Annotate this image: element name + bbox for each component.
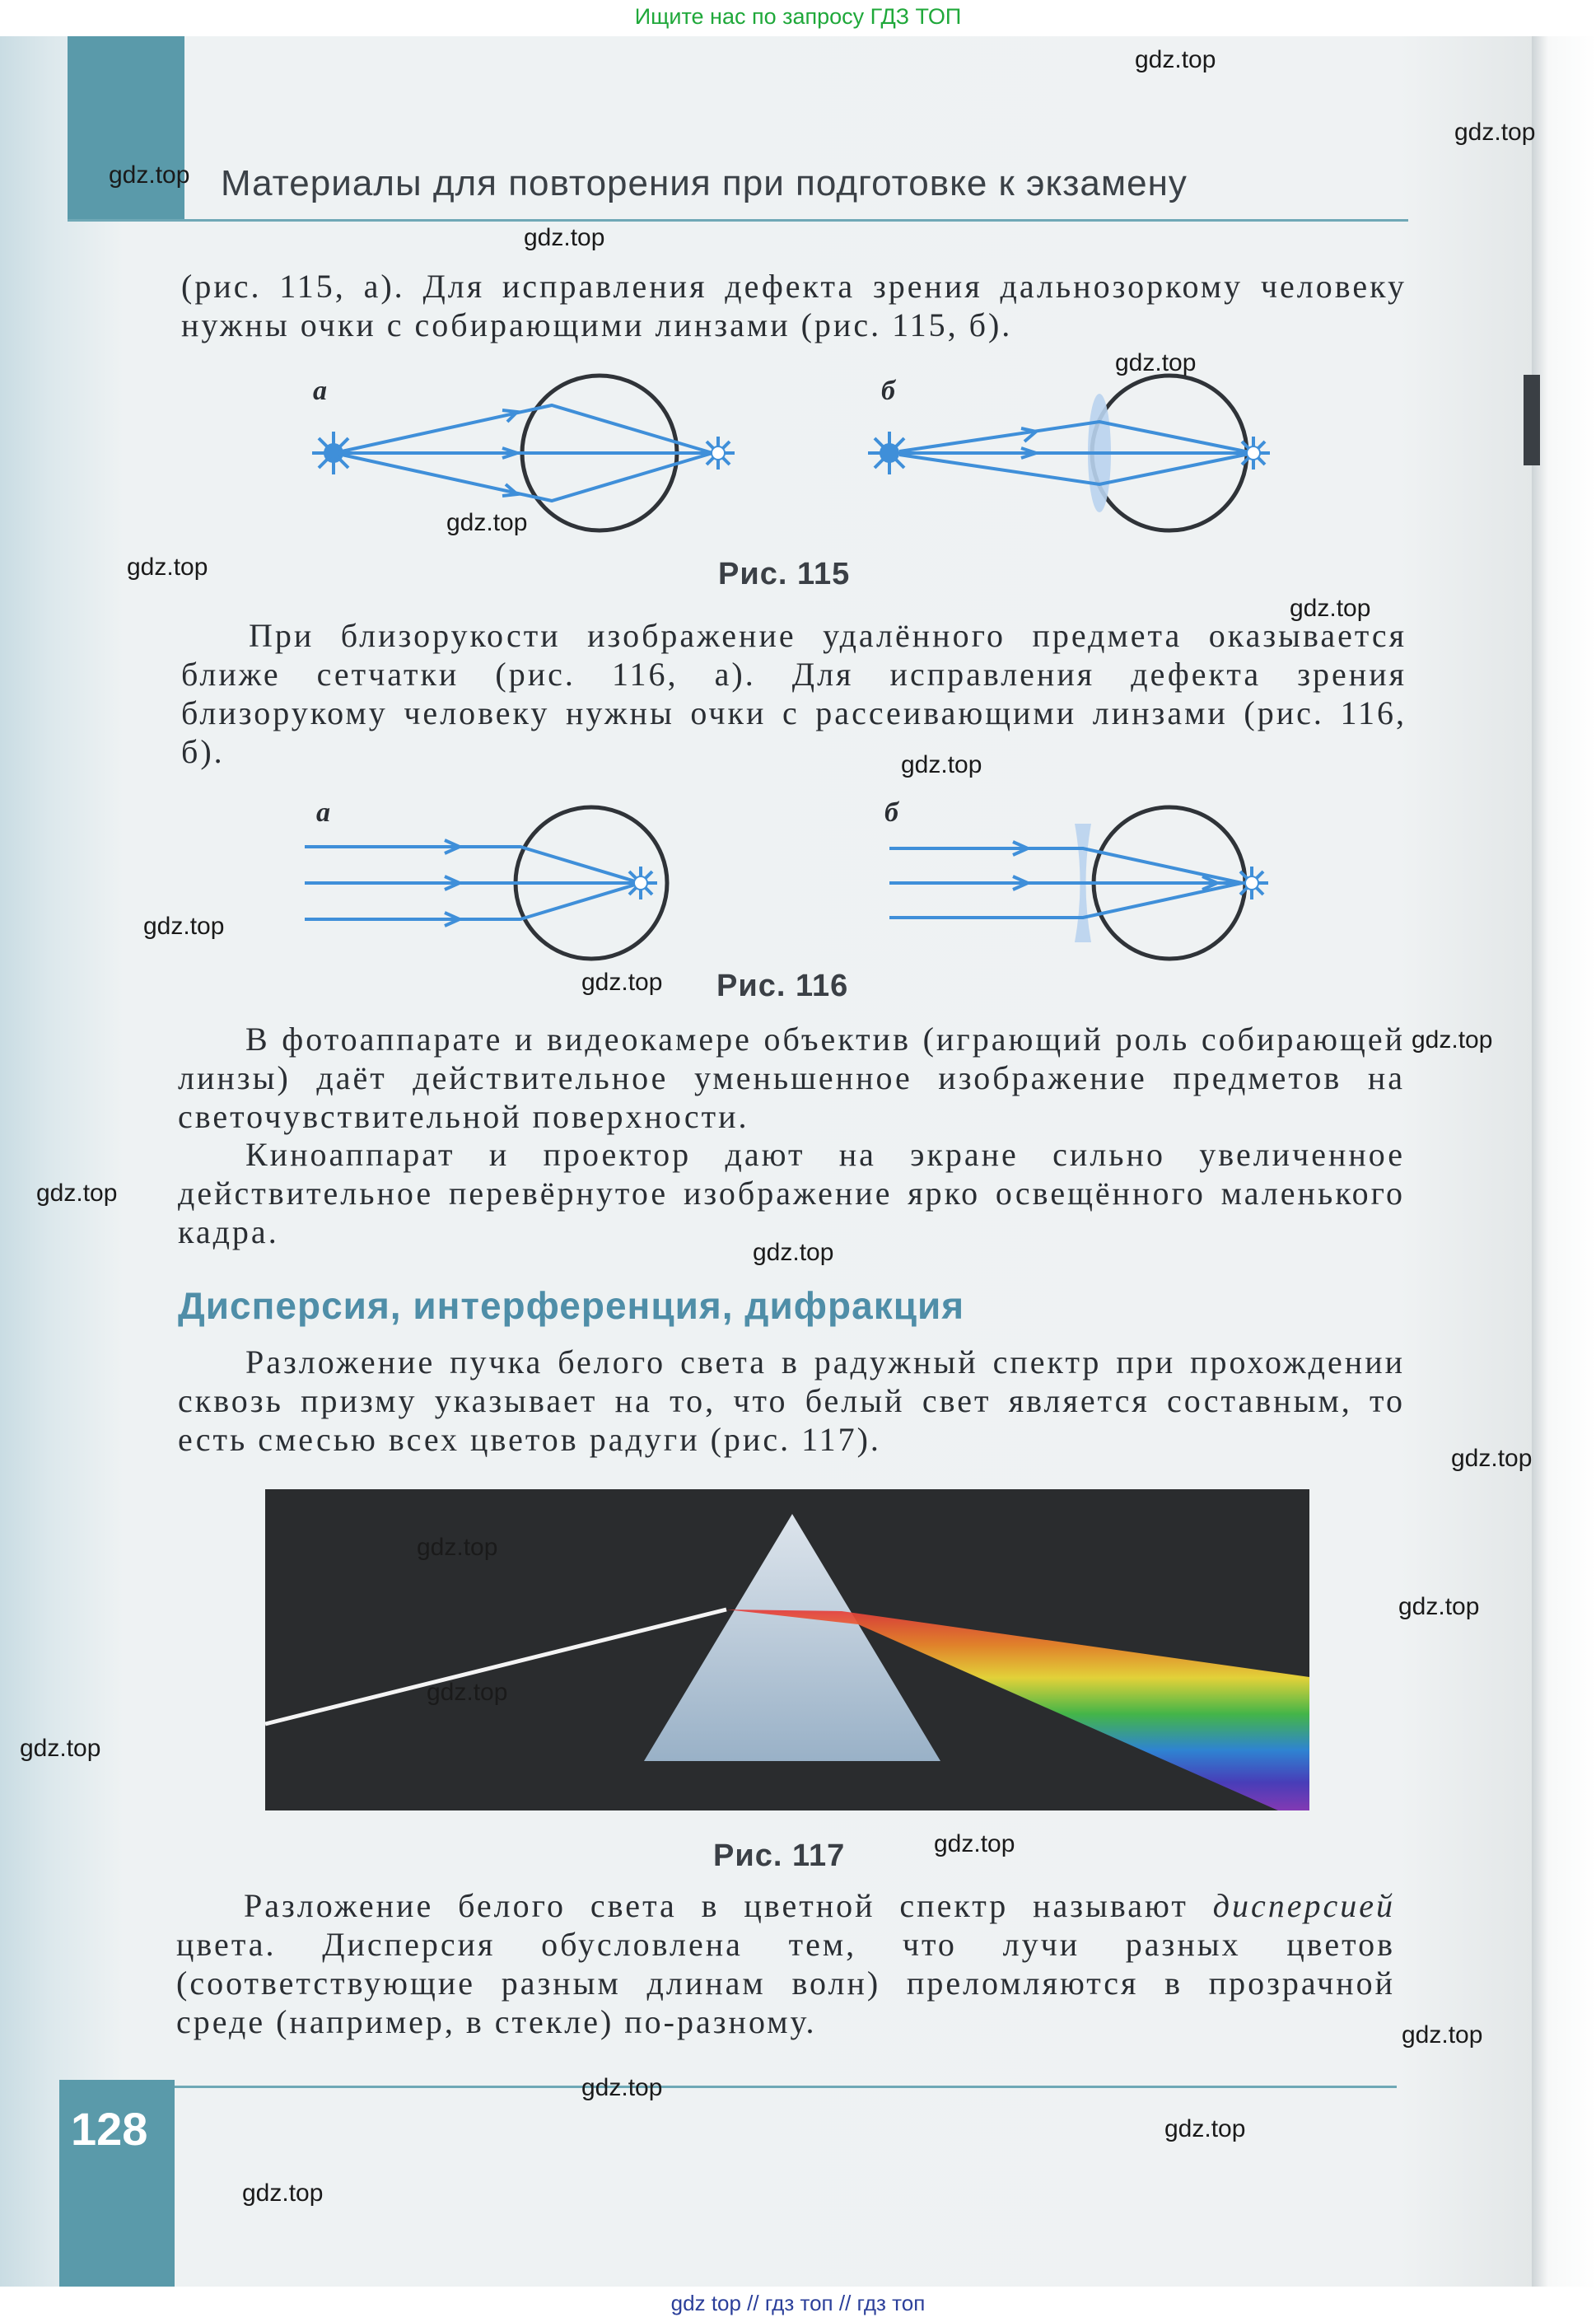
edge-tab-marker: [1524, 375, 1540, 465]
watermark: gdz.top: [1402, 2021, 1483, 2049]
paragraph-6-start: Разложение белого света в цветной спектр называют: [244, 1887, 1213, 1924]
watermark: gdz.top: [446, 509, 528, 536]
paragraph-6-rest: цвета. Дисперсия обусловлена тем, что лучи разных цветов (соответствующие разным длинам волн) преломляются в прозрачной среде (например, в стекле) по-разному.: [176, 1926, 1395, 2040]
paragraph-3: В фотоаппарате и видеокамере объектив (играющий роль собирающей линзы) даёт действительное уменьшенное изображение предметов на светочувствительной поверхности.: [178, 1021, 1405, 1135]
watermark: gdz.top: [417, 1534, 498, 1561]
fig116a-rays: [305, 840, 641, 926]
term-dispersion: дисперсией: [1212, 1887, 1395, 1924]
paragraph-2: При близорукости изображение удалённого предмета оказывается ближе сетчатки (рис. 116, а). Для исправления дефекта зрения близорукому человеку нужны очки с рассеивающими линзами (рис. 116, б).: [181, 617, 1407, 770]
fig117-caption: Рис. 117: [713, 1838, 846, 1873]
section-heading: Дисперсия, интерференция, дифракция: [178, 1284, 965, 1327]
fig115b-image-star: [1237, 437, 1270, 470]
watermark: gdz.top: [753, 1239, 834, 1266]
page-title: Материалы для повторения при подготовке к экзамену: [221, 163, 1188, 203]
paragraph-6: [176, 1886, 1395, 2041]
watermark: gdz.top: [1398, 1593, 1480, 1620]
watermark: gdz.top: [36, 1180, 118, 1207]
watermark: gdz.top: [1290, 595, 1371, 622]
watermark: gdz.top: [1454, 119, 1536, 146]
fig116b-image-star: [1235, 867, 1268, 899]
fig115-caption: Рис. 115: [718, 557, 851, 591]
page-spine-edge: [1532, 36, 1596, 2287]
fig115-label-a: а: [313, 376, 327, 406]
watermark: gdz.top: [1451, 1445, 1533, 1472]
fig116-label-b: б: [884, 797, 898, 828]
fig116b-rays: [889, 842, 1242, 918]
fig115b-rays: [899, 422, 1253, 484]
fig116-label-a: а: [316, 797, 330, 828]
watermark: gdz.top: [1164, 2115, 1246, 2142]
watermark: gdz.top: [524, 224, 605, 251]
watermark: gdz.top: [901, 751, 982, 778]
footer-divider: [175, 2086, 1397, 2088]
fig116a-image-star: [624, 867, 657, 899]
page-number: 128: [71, 2103, 148, 2155]
watermark: gdz.top: [1135, 46, 1216, 73]
watermark: gdz.top: [242, 2180, 324, 2207]
fig115a-image-star: [702, 437, 735, 470]
paragraph-1: (рис. 115, а). Для исправления дефекта зрения дальнозоркому человеку нужны очки с собирающими линзами (рис. 115, б).: [181, 268, 1407, 343]
bottom-banner[interactable]: gdz top // гдз топ // гдз топ: [0, 2287, 1596, 2322]
fig116-caption: Рис. 116: [716, 969, 849, 1003]
watermark: gdz.top: [143, 913, 225, 940]
paragraph-4: Киноаппарат и проектор дают на экране сильно увеличенное действительное перевёрнутое изображение ярко освещённого маленького кадра.: [178, 1136, 1405, 1250]
watermark: gdz.top: [127, 554, 208, 581]
top-banner[interactable]: Ищите нас по запросу ГДЗ ТОП: [0, 0, 1596, 36]
header-divider: [68, 219, 1408, 222]
watermark: gdz.top: [427, 1679, 508, 1706]
watermark: gdz.top: [581, 969, 663, 996]
watermark: gdz.top: [1115, 349, 1197, 376]
watermark: gdz.top: [1412, 1026, 1493, 1054]
figure-116-diagram: [296, 815, 1367, 964]
watermark: gdz.top: [581, 2074, 663, 2101]
header-color-bar: [68, 36, 184, 219]
watermark: gdz.top: [20, 1735, 101, 1762]
fig115-label-b: б: [881, 376, 895, 406]
watermark: gdz.top: [109, 161, 190, 189]
paragraph-5: Разложение пучка белого света в радужный спектр при прохождении сквозь призму указывает на то, что белый свет является составным, то есть смесью всех цветов радуги (рис. 117).: [178, 1343, 1405, 1458]
watermark: gdz.top: [934, 1830, 1015, 1857]
